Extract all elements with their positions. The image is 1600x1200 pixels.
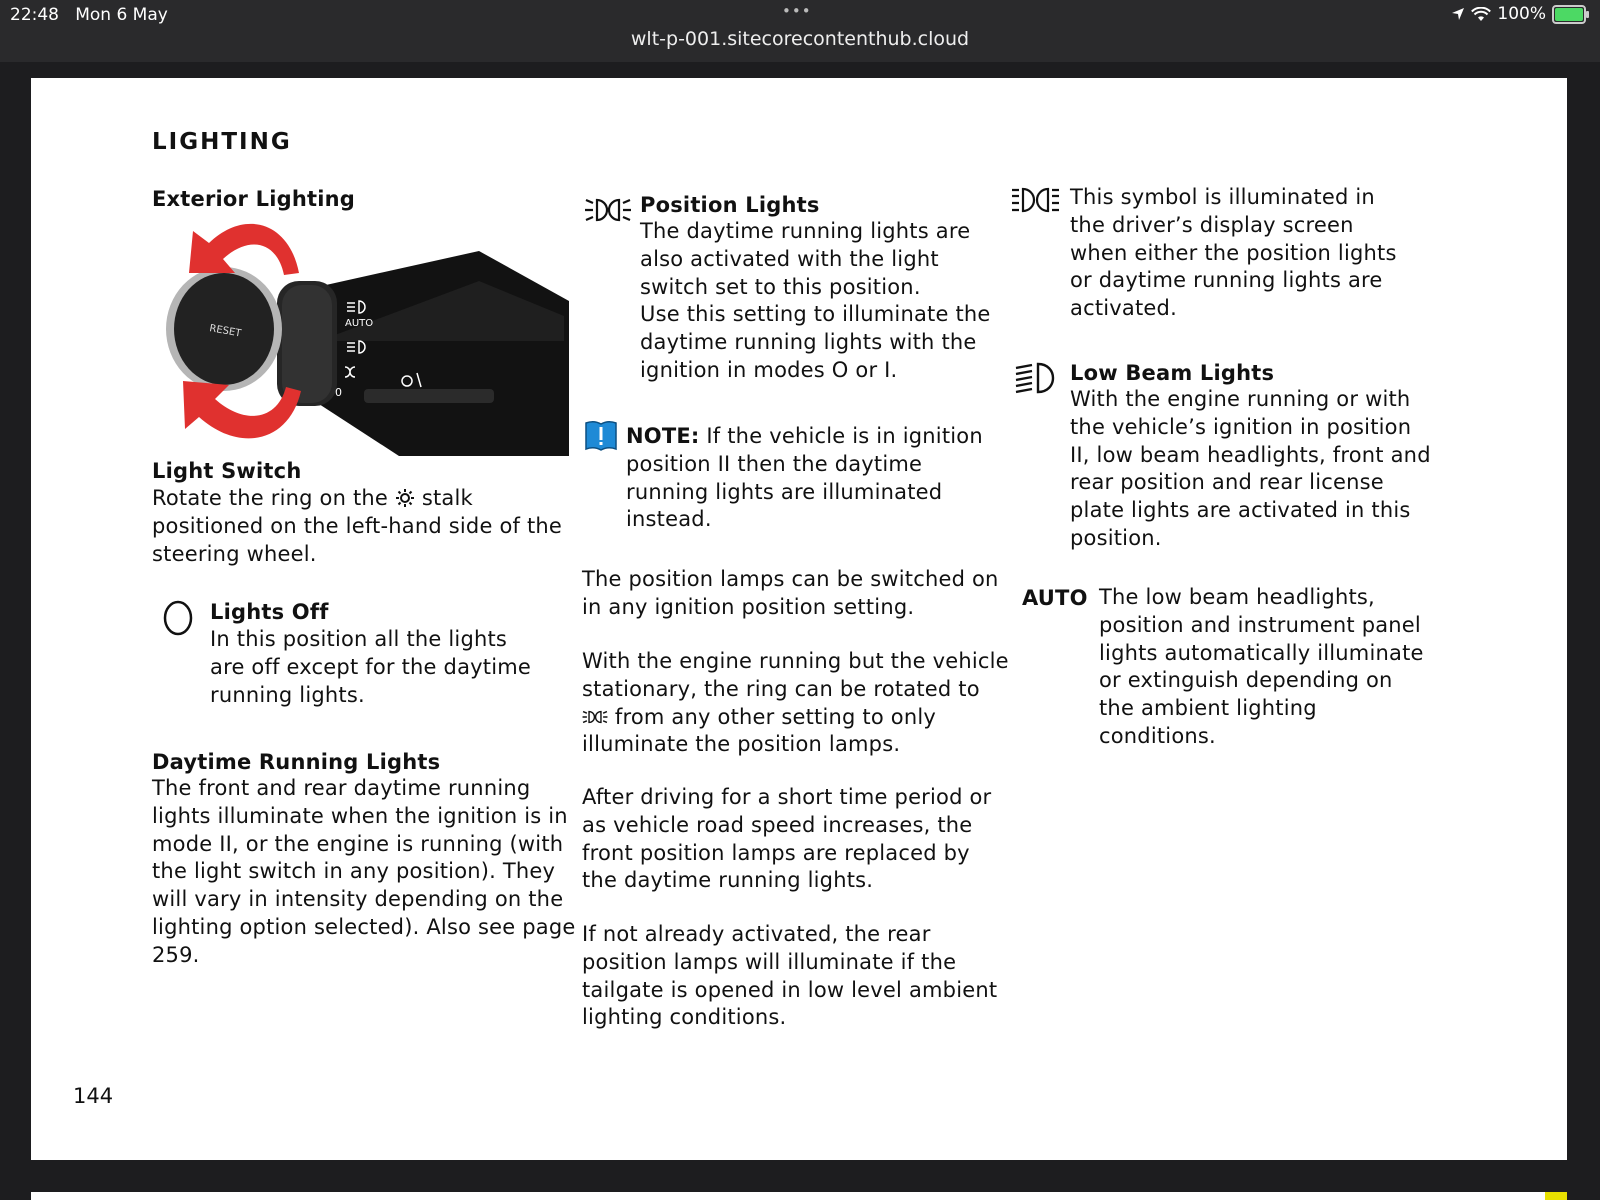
after-driving-paragraph: After driving for a short time period or as vehicle road speed increases, the front position lamps are replaced by the daytime running lights. (582, 785, 992, 893)
auto-label: AUTO (1022, 586, 1088, 610)
rotation-arrow-top (189, 224, 299, 275)
location-icon (1451, 7, 1465, 21)
status-date: Mon 6 May (75, 5, 168, 25)
info-book-icon (584, 419, 618, 453)
drl-line: 259. (152, 942, 200, 967)
position-lights-icon (584, 194, 632, 226)
status-time-date (10, 5, 168, 25)
low-beam-heading: Low Beam Lights (1070, 361, 1275, 385)
manual-page (31, 78, 1567, 1160)
status-bar (0, 0, 1600, 62)
light-sun-icon (395, 488, 415, 508)
drl-line: lighting option selected). Also see page (152, 914, 576, 939)
position-lights-line: Use this setting to illuminate the (640, 302, 991, 327)
note-line: running lights are illuminated (626, 479, 943, 504)
battery-percent: 100% (1497, 4, 1546, 24)
drl-line: the light switch in any position). They (152, 859, 556, 884)
status-time: 22:48 (10, 5, 59, 25)
position-lights-line: daytime running lights with the (640, 330, 977, 355)
light-switch-text: Rotate the ring on the stalk positioned on the left-hand side of the steering wheel. (152, 485, 562, 568)
wifi-icon (1471, 7, 1491, 22)
position-lights-line: The daytime running lights are (640, 219, 971, 243)
drl-line: lights illuminate when the ignition is in (152, 803, 568, 828)
lights-off-text (210, 626, 531, 709)
scroll-indicator (1545, 1192, 1567, 1200)
note-text: NOTE: If the vehicle is in ignition position II then the daytime running lights are illuminated instead. (626, 423, 983, 534)
light-switch-line: positioned on the left-hand side of the (152, 513, 563, 538)
position-lamps-paragraph: The position lamps can be switched on in any ignition position setting. (582, 567, 999, 619)
drl-line: will vary in intensity depending on the (152, 887, 564, 912)
position-lights-line: ignition in modes O or I. (640, 357, 898, 382)
position-lights-line: also activated with the light (640, 246, 939, 271)
note-line: instead. (626, 507, 712, 532)
stalk-auto-label: AUTO (345, 318, 374, 329)
drl-line: The front and rear daytime running (152, 776, 531, 800)
drl-line: mode II, or the engine is running (with (152, 831, 564, 856)
status-indicators (1451, 4, 1586, 24)
stalk-reset-label: RESET (208, 323, 242, 340)
next-page-edge (31, 1192, 1567, 1200)
light-switch-line: steering wheel. (152, 541, 317, 566)
lights-off-line: are off except for the daytime (210, 654, 532, 679)
lights-off-icon (162, 599, 194, 637)
position-lights-heading: Position Lights (640, 193, 820, 217)
address-url[interactable]: wlt-p-001.sitecorecontenthub.cloud (630, 28, 970, 50)
lights-off-heading: Lights Off (210, 600, 329, 624)
section-heading-exterior: Exterior Lighting (152, 187, 356, 211)
dashboard-position-symbol-icon (1010, 186, 1066, 214)
stalk-zero-label: 0 (335, 386, 342, 399)
symbol-note-text: This symbol is illuminated in the driver’s display screen when either the position lights or daytime running lights are activated. (1070, 185, 1397, 321)
light-switch-heading: Light Switch (152, 459, 302, 483)
light-stalk-image (149, 221, 569, 456)
battery-icon (1552, 5, 1586, 24)
auto-text: The low beam headlights, position and instrument panel lights automatically illuminate or extinguish depending on the ambient lighting conditions. (1099, 585, 1424, 748)
note-label: NOTE: (626, 424, 700, 448)
position-lights-small-icon (582, 708, 608, 726)
page-title: LIGHTING (152, 129, 292, 155)
engine-running-paragraph: With the engine running but the vehicle stationary, the ring can be rotated to from any other setting to only illuminate the position lamps. (582, 649, 1009, 757)
rear-lamps-paragraph: If not already activated, the rear position lamps will illuminate if the tailgate is opened in low level ambient lighting conditions. (582, 922, 998, 1030)
lights-off-line: running lights. (210, 682, 365, 707)
drl-heading: Daytime Running Lights (152, 750, 441, 774)
low-beam-icon (1014, 360, 1064, 396)
position-lights-line: switch set to this position. (640, 274, 921, 299)
multitasking-dots[interactable]: ••• (782, 2, 812, 20)
lights-off-line: In this position all the lights (210, 627, 508, 651)
note-line: position II then the daytime (626, 451, 923, 476)
low-beam-text: With the engine running or with the vehicle’s ignition in position II, low beam headlights, front and rear position and rear license plate lights are activated in this position. (1070, 387, 1431, 550)
position-lights-text (640, 218, 991, 385)
page-number: 144 (73, 1084, 114, 1108)
drl-text (152, 775, 576, 970)
